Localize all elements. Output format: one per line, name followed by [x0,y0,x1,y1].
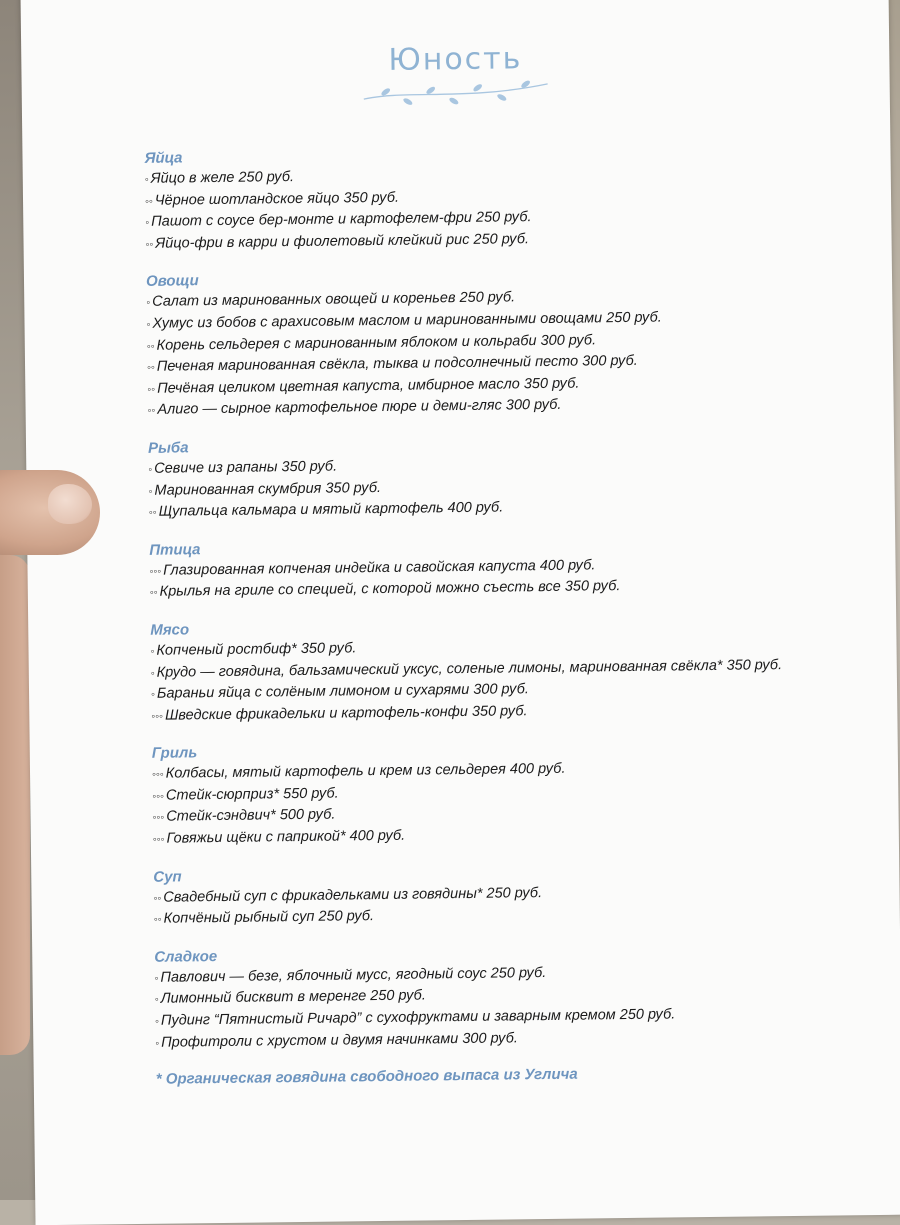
menu-item-text: Яйцо-фри в карри и фиолетовый клейкий рис 250 руб. [155,230,530,252]
spice-level-marker: ◦ [148,485,153,498]
spice-level-marker: ◦ [154,972,159,985]
menu-section [153,859,854,931]
hand-fingers [0,555,30,1055]
menu-list [144,140,855,1088]
menu-item-text: Колбасы, мятый картофель и крем из сельдерея 400 руб. [165,761,566,782]
spice-level-marker: ◦ [150,645,155,658]
spice-level-marker: ◦ [148,463,153,476]
menu-item-text: Шведские фрикадельки и картофель-конфи 350 руб. [164,702,528,724]
spice-level-marker: ◦◦ [147,361,155,374]
menu-item-text: Стейк-сюрприз* 550 руб. [165,785,339,804]
menu-section [144,140,845,255]
spice-level-marker: ◦ [146,297,151,310]
menu-item-text: Пудинг “Пятнистый Ричард” с сухофруктами и заварным кремом 250 руб. [160,1006,676,1029]
menu-item-text: Лимонный бисквит в меренге 250 руб. [160,987,426,1008]
menu-item-text: Стейк-сэндвич* 500 руб. [166,807,336,826]
menu-item-text: Хумус из бобов с арахисовым маслом и маринованными овощами 250 руб. [152,309,662,332]
section-title: Суп [153,868,182,886]
menu-item-text: Чёрное шотландское яйцо 350 руб. [154,189,400,209]
section-title: Сладкое [154,947,218,966]
spice-level-marker: ◦◦◦ [152,790,165,803]
spice-level-marker: ◦ [154,994,159,1007]
menu-item-text: Крылья на гриле со специей, с которой можно съесть все 350 руб. [159,578,621,601]
branch-ornament-icon [356,80,556,108]
menu-item-text: Печёная целиком цветная капуста, имбирное масло 350 руб. [157,375,580,397]
spice-level-marker: ◦ [146,318,151,331]
spice-level-marker: ◦ [144,173,149,186]
menu-item-text: Алиго — сырное картофельное пюре и деми-гляс 300 руб. [157,397,562,419]
menu-item-text: Копченый ростбиф* 350 руб. [156,640,357,659]
section-title: Рыба [147,439,189,457]
spice-level-marker: ◦◦ [147,383,156,396]
spice-level-marker: ◦◦ [145,238,154,251]
spice-level-marker: ◦◦ [144,195,153,208]
menu-item-text: Профитроли с хрустом и двумя начинками 300 руб. [161,1029,518,1051]
spice-level-marker: ◦◦ [149,587,158,600]
thumbnail-nail [48,484,92,524]
menu-item-text: Павлович — безе, яблочный мусс, ягодный соус 250 руб. [160,964,547,986]
menu-item-text: Яйцо в желе 250 руб. [150,169,295,187]
spice-level-marker: ◦ [151,688,156,701]
spice-level-marker: ◦◦◦ [151,768,164,782]
menu-item-text: Глазированная копченая индейка и савойская капуста 400 руб. [163,557,596,579]
footnote: * Органическая говядина свободного выпаса из Углича [155,1065,578,1088]
menu-logo [21,37,890,113]
menu-item-text: Маринованная скумбрия 350 руб. [154,479,382,499]
spice-level-marker: ◦ [155,1037,160,1050]
menu-section [148,430,849,523]
menu-item-text: Пашот с соусе бер-монте и картофелем-фри 250 руб. [151,209,532,230]
menu-section [150,612,851,727]
spice-level-marker: ◦◦◦ [149,565,162,578]
menu-item-text: Щупальца кальмара и мятый картофель 400 руб. [158,499,504,520]
spice-level-marker: ◦◦ [153,892,162,905]
spice-level-marker: ◦◦◦ [152,833,165,846]
menu-item-text: Копчёный рыбный суп 250 руб. [163,908,375,927]
menu-item-text: Говяжьи щёки с паприкой* 400 руб. [166,827,406,847]
logo-wordmark: Юность [388,41,523,78]
menu-section [152,736,853,851]
section-title: Яйца [144,149,183,167]
spice-level-marker: ◦◦ [147,405,156,418]
spice-level-marker: ◦◦ [153,913,162,927]
menu-item-text: Корень сельдерея с маринованным яблоком и кольраби 300 руб. [156,331,597,354]
spice-level-marker: ◦◦◦ [151,710,164,723]
menu-item-text: Бараньи яйца с солёным лимоном и сухарями 300 руб. [156,681,529,702]
section-title: Мясо [150,621,190,639]
menu-item-text: Салат из маринованных овощей и кореньев 250 руб. [152,289,516,311]
menu-item-text: Севиче из рапаны 350 руб. [154,458,338,477]
spice-level-marker: ◦◦ [146,340,155,353]
menu-section [154,939,855,1054]
menu-item-text: Печеная маринованная свёкла, тыква и подсолнечный песто 300 руб. [156,352,638,375]
spice-level-marker: ◦ [150,667,155,680]
spice-level-marker: ◦◦ [148,506,157,519]
menu-item-text: Свадебный суп с фрикадельками из говядины* 250 руб. [163,884,543,906]
spice-level-marker: ◦ [145,216,150,230]
spice-level-marker: ◦ [154,1015,160,1028]
menu-item-text: Крудо — говядина, бальзамический уксус, соленые лимоны, маринованная свёкла* 350 руб. [156,656,783,681]
menu-section [149,532,850,604]
menu-section [146,264,848,422]
menu-sheet [21,0,900,1225]
spice-level-marker: ◦◦◦ [152,812,165,825]
section-title: Гриль [151,744,198,763]
section-title: Овощи [145,272,199,291]
section-title: Птица [149,540,201,559]
